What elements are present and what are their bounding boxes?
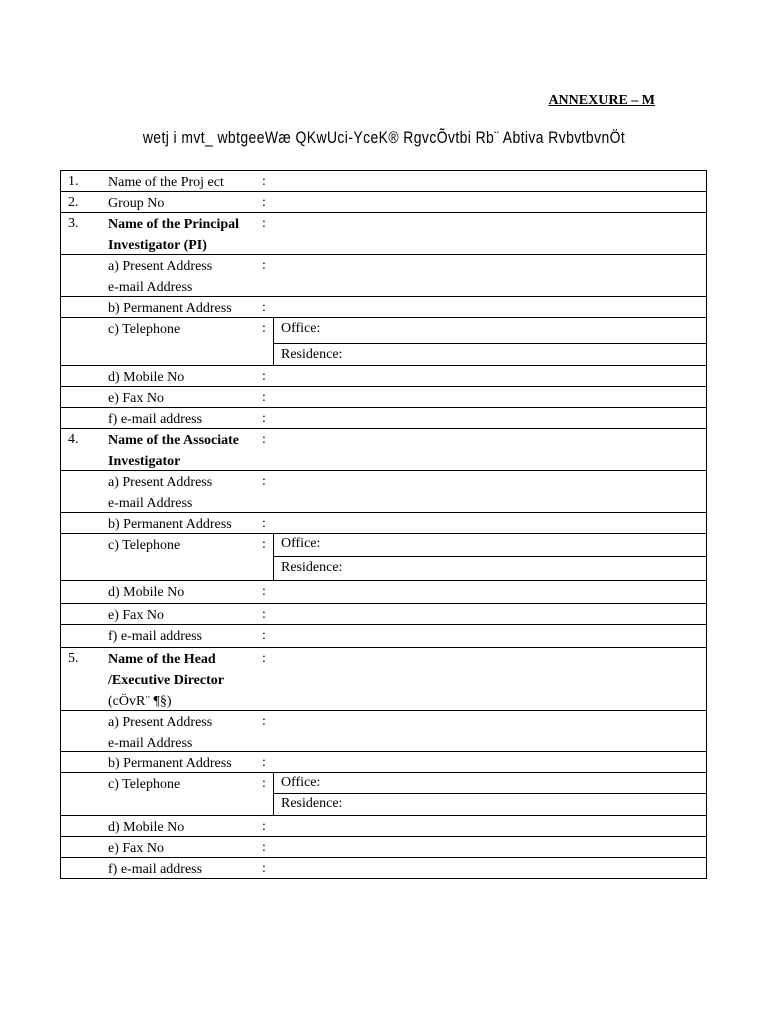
colon: : — [262, 300, 266, 315]
telephone-subtable — [273, 534, 706, 580]
row-associate-telephone — [61, 534, 706, 581]
group-no-label: Group No — [108, 196, 165, 211]
label-line: a) Present Address — [108, 259, 213, 274]
row-associate-email — [61, 625, 706, 648]
colon: : — [262, 628, 266, 643]
row-associate-mobile — [61, 581, 706, 604]
office-label: Office: — [281, 321, 321, 336]
email-label: f) e-mail address — [108, 412, 203, 427]
fax-label: e) Fax No — [108, 391, 164, 406]
colon: : — [262, 258, 266, 273]
colon: : — [262, 861, 266, 876]
row-pi-telephone — [61, 318, 706, 366]
colon: : — [262, 195, 266, 210]
label-line: Investigator — [108, 454, 181, 469]
colon: : — [262, 369, 266, 384]
colon: : — [262, 216, 266, 231]
colon: : — [262, 776, 266, 791]
head-name-label — [108, 649, 260, 712]
label-line: e-mail Address — [108, 280, 193, 295]
present-address-label — [108, 472, 260, 514]
office-cell — [274, 534, 706, 557]
permanent-address-label: b) Permanent Address — [108, 756, 232, 771]
telephone-label: c) Telephone — [108, 538, 181, 553]
label-line: Name of the Head — [108, 652, 216, 667]
row-head-telephone — [61, 773, 706, 816]
colon: : — [262, 390, 266, 405]
row-associate-permanent-address — [61, 513, 706, 534]
row-group-no — [61, 192, 706, 213]
section-number: 4. — [68, 432, 79, 447]
telephone-subtable — [273, 318, 706, 365]
row-pi-present-address — [61, 255, 706, 297]
label-line: e-mail Address — [108, 736, 193, 751]
telephone-subtable — [273, 773, 706, 815]
section-number: 2. — [68, 195, 79, 210]
colon: : — [262, 411, 266, 426]
mobile-label: d) Mobile No — [108, 820, 185, 835]
colon: : — [262, 714, 266, 729]
form-title-garbled: wetj i mvt_ wbtgeeWæ QKwUci-YceK® RgvcÕvtbi Rb¨ Abtiva RvbvtbvnÖt — [142, 128, 626, 147]
office-cell — [274, 773, 706, 794]
colon: : — [262, 474, 266, 489]
pi-name-label — [108, 214, 260, 256]
fax-label: e) Fax No — [108, 841, 164, 856]
row-project-name — [61, 171, 706, 192]
office-label: Office: — [281, 775, 321, 790]
email-label: f) e-mail address — [108, 862, 203, 877]
colon: : — [262, 516, 266, 531]
label-line: Investigator (PI) — [108, 238, 207, 253]
row-pi-fax — [61, 387, 706, 408]
associate-name-label — [108, 430, 260, 472]
row-pi-name — [61, 213, 706, 255]
section-number: 5. — [68, 651, 79, 666]
row-pi-mobile — [61, 366, 706, 387]
label-line: (cÖvR¨ ¶§) — [108, 694, 172, 709]
application-form-table — [60, 170, 707, 879]
residence-label: Residence: — [281, 796, 343, 811]
row-head-present-address — [61, 711, 706, 752]
office-cell — [274, 318, 706, 344]
colon: : — [262, 537, 266, 552]
label-line: a) Present Address — [108, 715, 213, 730]
project-name-label: Name of the Proj ect — [108, 175, 224, 190]
row-head-fax — [61, 837, 706, 858]
colon: : — [262, 607, 266, 622]
fax-label: e) Fax No — [108, 608, 164, 623]
colon: : — [262, 819, 266, 834]
annexure-heading: ANNEXURE – M — [548, 93, 655, 108]
row-head-name — [61, 648, 706, 711]
section-number: 3. — [68, 216, 79, 231]
mobile-label: d) Mobile No — [108, 585, 185, 600]
row-head-permanent-address — [61, 752, 706, 773]
permanent-address-label: b) Permanent Address — [108, 517, 232, 532]
row-associate-name — [61, 429, 706, 471]
row-pi-permanent-address — [61, 297, 706, 318]
colon: : — [262, 755, 266, 770]
colon: : — [262, 174, 266, 189]
telephone-label: c) Telephone — [108, 322, 181, 337]
present-address-label — [108, 256, 260, 298]
colon: : — [262, 840, 266, 855]
permanent-address-label: b) Permanent Address — [108, 301, 232, 316]
label-line: Name of the Principal — [108, 217, 240, 232]
label-line: Name of the Associate — [108, 433, 240, 448]
row-pi-email — [61, 408, 706, 429]
row-associate-fax — [61, 604, 706, 625]
email-label: f) e-mail address — [108, 629, 203, 644]
colon: : — [262, 651, 266, 666]
row-head-mobile — [61, 816, 706, 837]
label-line: /Executive Director — [108, 673, 224, 688]
label-line: e-mail Address — [108, 496, 193, 511]
label-line: a) Present Address — [108, 475, 213, 490]
residence-label: Residence: — [281, 560, 343, 575]
row-head-email — [61, 858, 706, 879]
present-address-label — [108, 712, 260, 754]
residence-label: Residence: — [281, 347, 343, 362]
mobile-label: d) Mobile No — [108, 370, 185, 385]
colon: : — [262, 321, 266, 336]
section-number: 1. — [68, 174, 79, 189]
colon: : — [262, 432, 266, 447]
office-label: Office: — [281, 536, 321, 551]
row-associate-present-address — [61, 471, 706, 513]
colon: : — [262, 584, 266, 599]
telephone-label: c) Telephone — [108, 777, 181, 792]
